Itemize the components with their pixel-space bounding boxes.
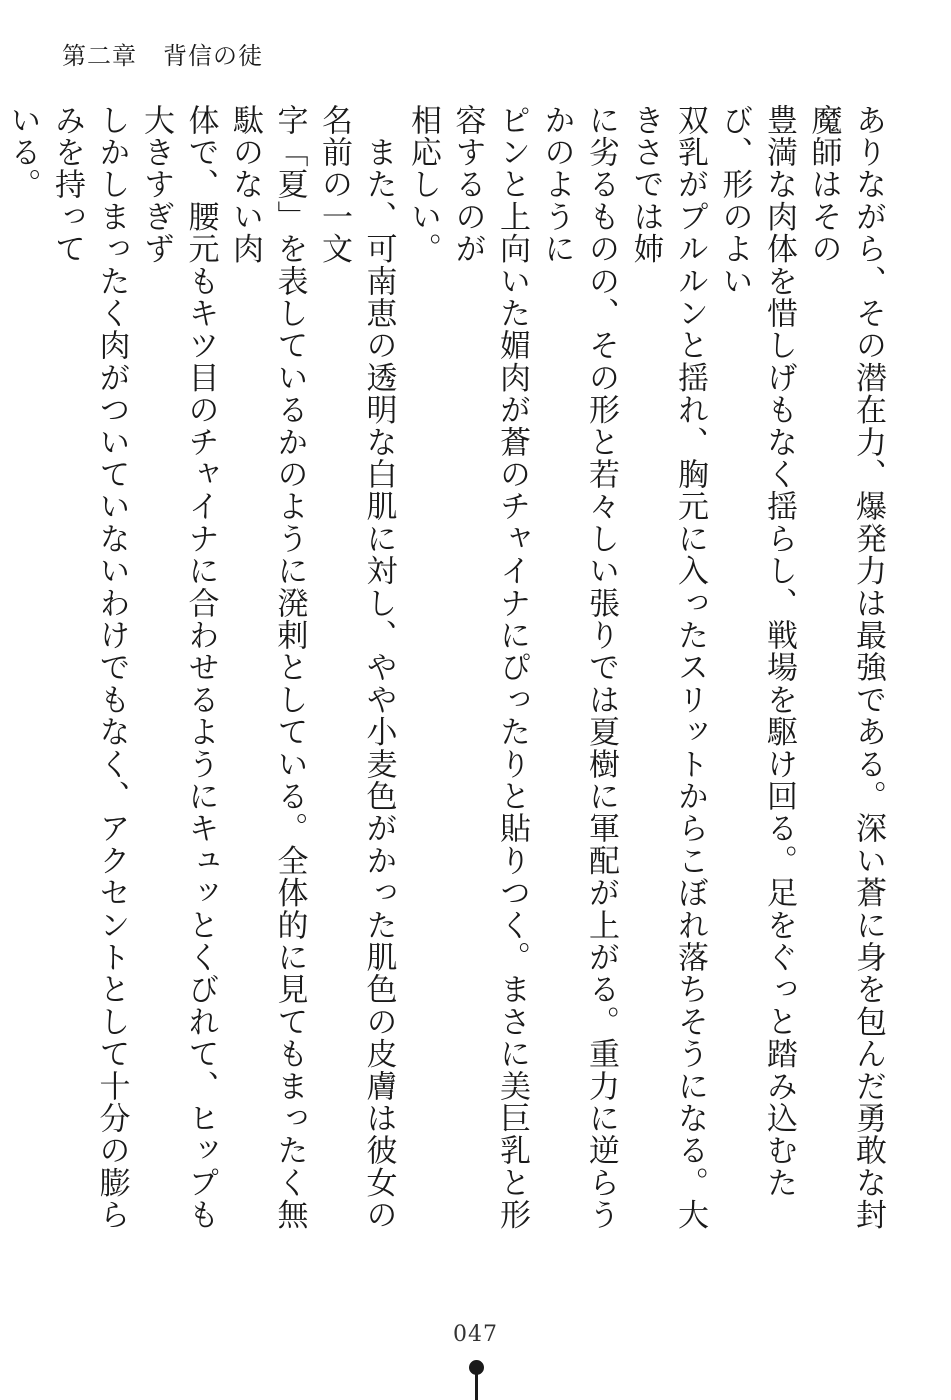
body-text: ありながら、その潜在力、爆発力は最強である。深い蒼に身を包んだ勇敢な封魔師はその 豊満な肉体を惜しげもなく揺らし、戦場を駆け回る。足をぐっと踏み込むたび、形のよい 双乳がプルルンと揺れ、胸元に入ったスリットからこぼれ落ちそうになる。大きさでは姉 に劣るものの、その形と若々しい張りでは夏樹に軍配が上がる。重力に逆らうかのように ピンと上向いた媚肉が蒼のチャイナにぴったりと貼りつく。まさに美巨乳と形容するのが 相応しい。 また、可南恵の透明な白肌に対し、やや小麦色がかった肌色の皮膚は彼女の名前の一文 字「夏」を表しているかのように溌剌としている。全体的に見てもまったく無駄のない肉 体で、腰元もキツ目のチャイナに合わせるようにキュッとくびれて、ヒップも大きすぎず しかしまったく肉がついていないわけでもなく、アクセントとして十分の膨らみを持って いる。 [4, 104, 886, 1231]
vertical-text-block [0, 104, 890, 1259]
page-body [4, 104, 890, 1259]
chapter-number: 第二章 [62, 42, 137, 70]
page-number: 047 [453, 1322, 498, 1347]
chapter-title: 背信の徒 [163, 42, 263, 70]
running-head [62, 36, 263, 71]
folio-ornament-line [475, 1372, 478, 1400]
